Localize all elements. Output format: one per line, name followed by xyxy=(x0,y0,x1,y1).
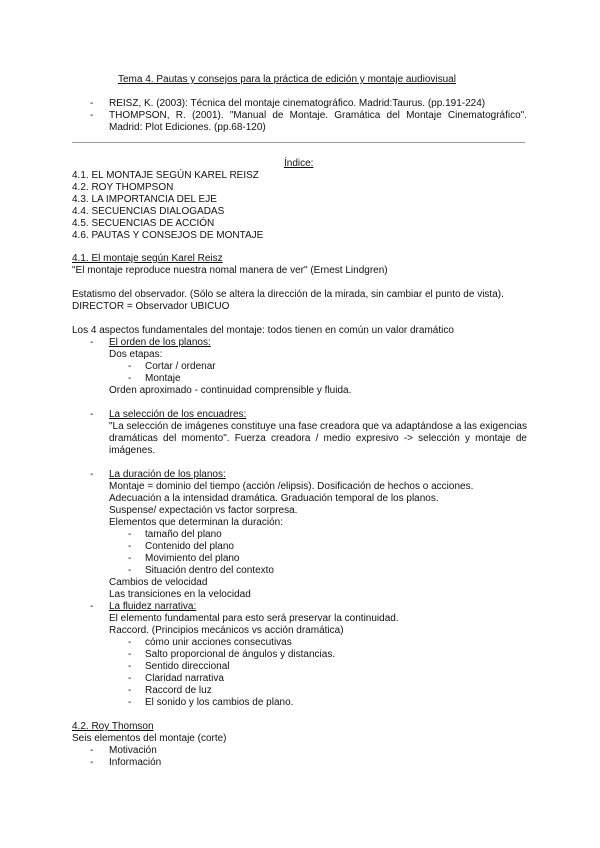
subsection-title: El orden de los planos: xyxy=(109,337,211,348)
index-item: 4.3. LA IMPORTANCIA DEL EJE xyxy=(72,194,217,205)
list-item: Motivación xyxy=(109,745,157,756)
bullet: - xyxy=(128,541,132,552)
paragraph: Estatismo del observador. (Sólo se altera la dirección de la mirada, sin cambiar el punto de vista). xyxy=(72,289,504,300)
bullet: - xyxy=(90,757,94,768)
index-heading: Índice: xyxy=(284,158,314,169)
reference-1: REISZ, K. (2003): Técnica del montaje cinematográfico. Madrid:Taurus. (pp.191-224) xyxy=(109,98,486,109)
list-item: Sentido direccional xyxy=(145,661,230,672)
bullet: - xyxy=(90,601,94,612)
bullet: - xyxy=(128,361,132,372)
text-line: Seis elementos del montaje (corte) xyxy=(72,733,227,744)
text-line: Cambios de velocidad xyxy=(109,577,208,588)
list-item: Salto proporcional de ángulos y distancias. xyxy=(145,649,336,660)
bullet: - xyxy=(90,98,94,109)
divider xyxy=(72,142,525,143)
bullet: - xyxy=(128,649,132,660)
list-item: Montaje xyxy=(145,373,181,384)
text-line: El elemento fundamental para esto será preservar la continuidad. xyxy=(109,613,399,624)
bullet: - xyxy=(128,685,132,696)
bullet: - xyxy=(128,565,132,576)
text-line: Orden aproximado - continuidad comprensible y fluida. xyxy=(109,385,352,396)
text-line: Elementos que determinan la duración: xyxy=(109,517,283,528)
subsection-title: La selección de los encuadres: xyxy=(109,409,247,420)
list-item: Claridad narrativa xyxy=(145,673,224,684)
bullet: - xyxy=(128,373,132,384)
text-line: Suspense/ expectación vs factor sorpresa. xyxy=(109,505,298,516)
reference-2: THOMPSON, R. (2001). "Manual de Montaje. Gramática del Montaje Cinematográfico". Madrid: Plot Ediciones. (pp.68-120) xyxy=(109,110,527,133)
list-item: Contenido del plano xyxy=(145,541,234,552)
index-item: 4.6. PAUTAS Y CONSEJOS DE MONTAJE xyxy=(72,230,264,241)
paragraph: "La selección de imágenes constituye una fase creadora que va adaptándose a las exigencias dramáticas del momento". Fuerza creadora / medio expresivo -> selección y montaje de imágenes. xyxy=(109,421,527,456)
text-line: Adecuación a la intensidad dramática. Graduación temporal de los planos. xyxy=(109,493,439,504)
index-item: 4.4. SECUENCIAS DIALOGADAS xyxy=(72,206,225,217)
bullet: - xyxy=(128,553,132,564)
index-item: 4.5. SECUENCIAS DE ACCIÓN xyxy=(72,218,215,229)
section-heading-4-2: 4.2. Roy Thomson xyxy=(72,721,154,732)
index-item: 4.1. EL MONTAJE SEGÚN KAREL REISZ xyxy=(72,170,259,181)
bullet: - xyxy=(90,745,94,756)
list-item: Raccord de luz xyxy=(145,685,212,696)
list-item: Situación dentro del contexto xyxy=(145,565,274,576)
paragraph: DIRECTOR = Observador UBICUO xyxy=(72,301,230,312)
text-line: Raccord. (Principios mecánicos vs acción dramática) xyxy=(109,625,344,636)
bullet: - xyxy=(128,529,132,540)
bullet: - xyxy=(90,409,94,420)
bullet: - xyxy=(90,110,94,121)
text-line: Dos etapas: xyxy=(109,349,163,360)
subsection-title: La duración de los planos: xyxy=(109,469,226,480)
document-title: Tema 4. Pautas y consejos para la práctica de edición y montaje audiovisual xyxy=(118,74,456,85)
index-item: 4.2. ROY THOMPSON xyxy=(72,182,174,193)
quote: "El montaje reproduce nuestra nomal manera de ver" (Ernest Lindgren) xyxy=(72,265,388,276)
text-line: Las transiciones en la velocidad xyxy=(109,589,251,600)
bullet: - xyxy=(90,469,94,480)
section-heading-4-1: 4.1. El montaje según Karel Reisz xyxy=(72,253,223,264)
bullet: - xyxy=(128,673,132,684)
list-item: Cortar / ordenar xyxy=(145,361,216,372)
bullet: - xyxy=(128,697,132,708)
bullet: - xyxy=(90,337,94,348)
list-item: tamaño del plano xyxy=(145,529,222,540)
list-item: Información xyxy=(109,757,162,768)
list-item: Movimiento del plano xyxy=(145,553,240,564)
subsection-title: La fluidez narrativa: xyxy=(109,601,197,612)
bullet: - xyxy=(128,637,132,648)
bullet: - xyxy=(128,661,132,672)
list-item: cómo unir acciones consecutivas xyxy=(145,637,292,648)
paragraph: Los 4 aspectos fundamentales del montaje: todos tienen en común un valor dramático xyxy=(72,325,454,336)
text-line: Montaje = dominio del tiempo (acción /elipsis). Dosificación de hechos o acciones. xyxy=(109,481,474,492)
list-item: El sonido y los cambios de plano. xyxy=(145,697,294,708)
